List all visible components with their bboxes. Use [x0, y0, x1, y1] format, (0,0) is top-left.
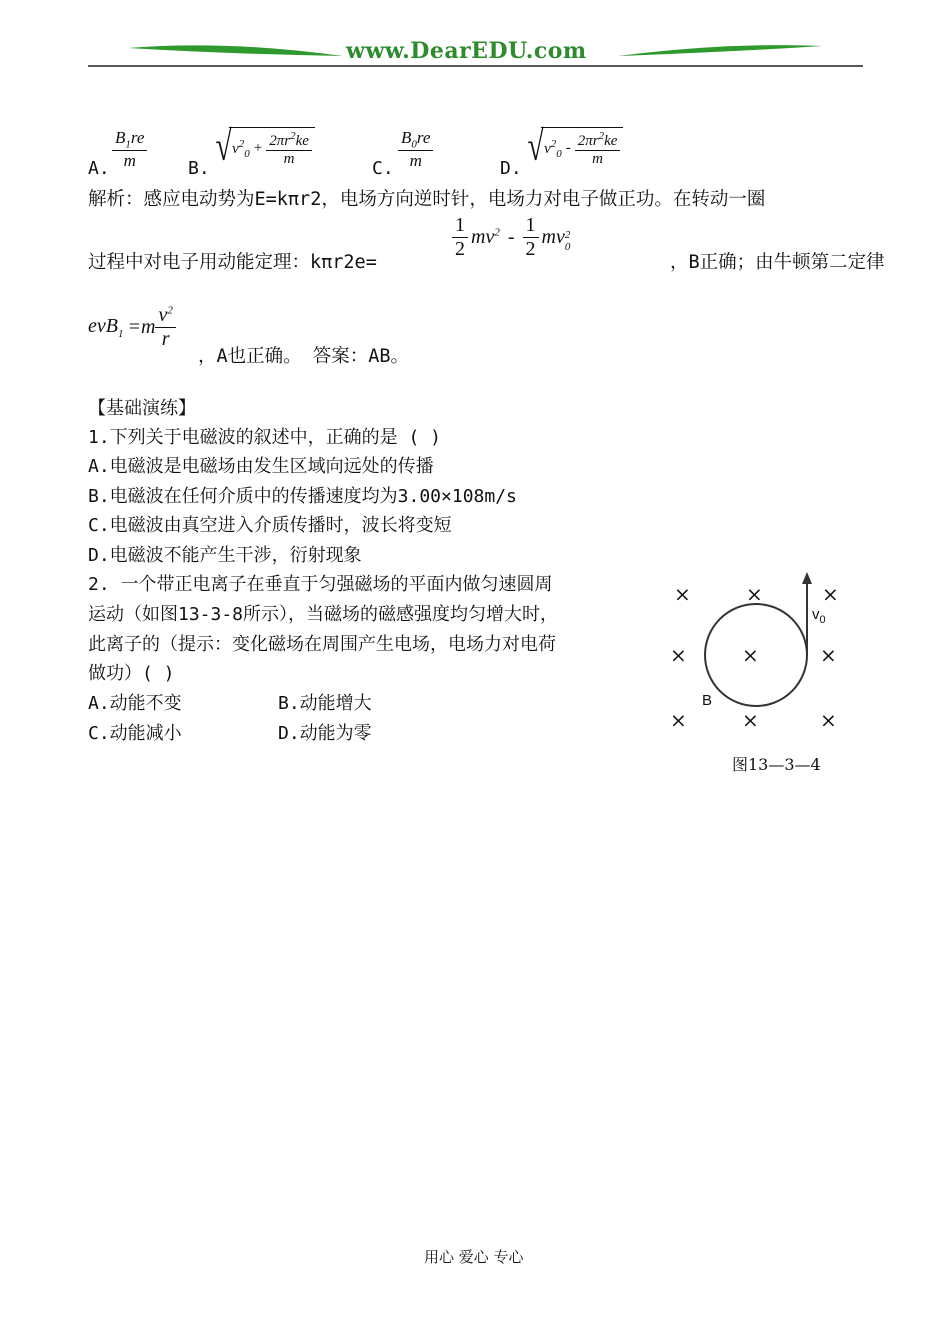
option-a-label: A.: [88, 158, 110, 179]
header-banner: [88, 36, 863, 70]
newton-second-law-formula: evB$_1$ =m $\frac{v^2}{r}$: [88, 304, 176, 351]
question-1: 1.下列关于电磁波的叙述中，正确的是 ( ): [88, 427, 442, 448]
header-site-name: www.DearEDU.com: [346, 38, 587, 64]
option-c-label: C.: [372, 158, 394, 179]
analysis-line-2: [88, 214, 885, 274]
option-a-formula: $\frac{B_1re}{m}$: [112, 128, 147, 171]
question-2-line-3: 此离子的（提示：变化磁场在周围产生电场，电场力对电荷: [88, 634, 556, 655]
field-cross: ×: [742, 643, 759, 667]
question-2-line-1: 2. 一个带正电离子在垂直于匀强磁场的平面内做匀速圆周: [88, 574, 553, 595]
field-cross: ×: [822, 582, 839, 606]
question-2-line-4: 做功）( ): [88, 663, 175, 684]
question-2-option-b: B.动能增大: [278, 693, 372, 714]
option-b-formula: √ $v^2_0$ + $\frac{2\pi r^2ke}{m}$: [212, 126, 315, 168]
field-cross: ×: [746, 582, 763, 606]
magnetic-field-figure: [664, 568, 854, 748]
question-2-option-c: C.动能减小: [88, 723, 182, 744]
options-row: [88, 126, 868, 182]
section-heading: 【基础演练】: [88, 398, 196, 419]
option-d-formula: √ $v^2_0$ - $\frac{2\pi r^2ke}{m}$: [524, 126, 623, 168]
field-cross: ×: [674, 582, 691, 606]
analysis-line-2-suffix: ，B正确；由牛顿第二定律: [670, 252, 885, 273]
field-cross: ×: [820, 643, 837, 667]
option-c-formula: $\frac{B_0re}{m}$: [398, 128, 433, 171]
figure-caption: 图13—3—4: [732, 755, 821, 774]
field-cross: ×: [820, 708, 837, 732]
option-d-label: D.: [500, 158, 522, 179]
field-cross: ×: [670, 643, 687, 667]
field-cross: ×: [742, 708, 759, 732]
option-b-label: B.: [188, 158, 210, 179]
analysis-line-3-suffix: ，A也正确。 答案：AB。: [198, 346, 410, 367]
analysis-line-2-prefix: 过程中对电子用动能定理：kπr2e=: [88, 252, 377, 273]
question-1-option-a: A.电磁波是电磁场由发生区域向远处的传播: [88, 456, 434, 477]
question-1-option-d: D.电磁波不能产生干涉，衍射现象: [88, 545, 362, 566]
question-2-line-2: 运动（如图13-3-8所示），当磁场的磁感强度均匀增大时，: [88, 604, 559, 625]
label-v0: $v_0$: [812, 606, 826, 626]
footer-text: 用心 爱心 专心: [424, 1248, 524, 1266]
question-1-option-c: C.电磁波由真空进入介质传播时，波长将变短: [88, 515, 452, 536]
kinetic-energy-formula: $\frac{1}{2}$ $mv^2$ - $\frac{1}{2}$ mv 2 0: [452, 214, 570, 261]
label-b: B: [702, 692, 713, 709]
field-cross: ×: [670, 708, 687, 732]
analysis-line-1: 解析：感应电动势为E=kπr2，电场方向逆时针，电场力对电子做正功。在转动一圈: [88, 189, 766, 210]
question-2-option-a: A.动能不变: [88, 693, 182, 714]
question-1-option-b: B.电磁波在任何介质中的传播速度均为3.00×108m/s: [88, 486, 517, 507]
analysis-line-3: [88, 300, 688, 370]
velocity-arrowhead: [802, 572, 812, 584]
question-2-option-d: D.动能为零: [278, 723, 372, 744]
